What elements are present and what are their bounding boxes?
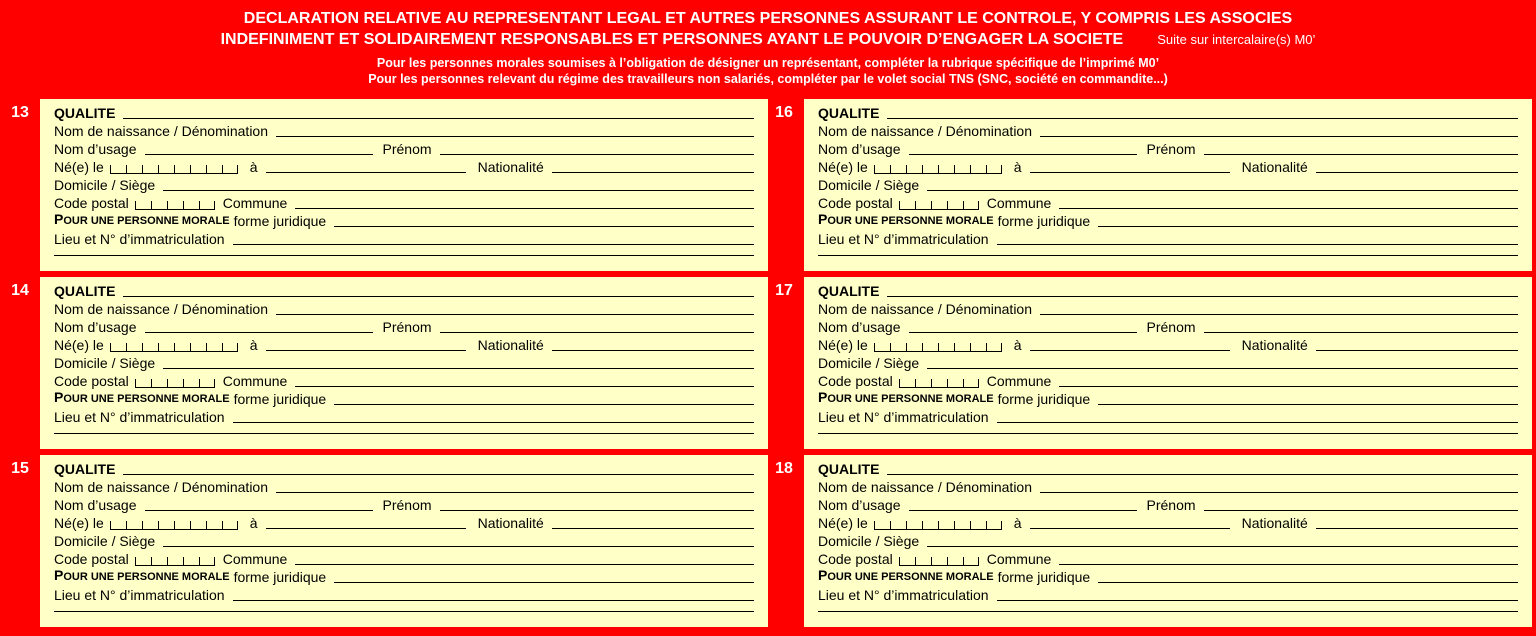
nationalite-label: Nationalité [477, 515, 544, 531]
nom-naissance-row [54, 477, 754, 495]
nom-naissance-label: Nom de naissance / Dénomination [54, 301, 269, 317]
lieu-naissance-field[interactable] [1030, 172, 1230, 173]
qualite-field[interactable] [887, 296, 1518, 297]
lieu-a-label: à [1013, 337, 1022, 353]
nom-naissance-label: Nom de naissance / Dénomination [818, 301, 1033, 317]
immatriculation-field[interactable] [997, 422, 1518, 423]
domicile-label: Domicile / Siège [54, 177, 156, 193]
ne-le-label: Né(e) le [54, 515, 104, 531]
pour-rest: OUR UNE PERSONNE MORALE [827, 571, 994, 583]
immatriculation-row [818, 585, 1518, 603]
qualite-row [818, 103, 1518, 121]
ne-le-label: Né(e) le [54, 159, 104, 175]
forme-juridique-row [54, 389, 754, 407]
nom-naissance-label: Nom de naissance / Dénomination [818, 123, 1033, 139]
extra-blank-line[interactable] [54, 433, 754, 434]
lieu-a-label: à [249, 515, 258, 531]
qualite-label: QUALITE [54, 283, 116, 299]
nom-usage-row [54, 317, 754, 335]
date-naissance-boxes[interactable] [874, 338, 1002, 352]
forme-juridique-field[interactable] [334, 404, 754, 405]
code-postal-boxes[interactable] [135, 374, 215, 388]
immatriculation-field[interactable] [997, 244, 1518, 245]
domicile-label: Domicile / Siège [818, 355, 920, 371]
code-postal-label: Code postal [54, 551, 129, 567]
form-header [0, 0, 1536, 98]
ne-le-label: Né(e) le [818, 515, 868, 531]
nom-usage-row [818, 139, 1518, 157]
date-naissance-boxes[interactable] [110, 338, 238, 352]
commune-label: Commune [986, 373, 1052, 389]
nom-naissance-field[interactable] [1040, 314, 1518, 315]
domicile-row [54, 353, 754, 371]
domicile-field[interactable] [927, 190, 1518, 191]
commune-field[interactable] [1059, 386, 1518, 387]
person-panel-16 [804, 99, 1532, 271]
prenom-field[interactable] [1204, 510, 1518, 511]
forme-juridique-label: forme juridique [997, 213, 1091, 229]
pour-rest: OUR UNE PERSONNE MORALE [827, 215, 994, 227]
forme-juridique-field[interactable] [334, 226, 754, 227]
extra-blank-line[interactable] [818, 611, 1518, 612]
code-postal-row [54, 549, 754, 567]
commune-label: Commune [986, 195, 1052, 211]
lieu-naissance-field[interactable] [1030, 528, 1230, 529]
nom-usage-label: Nom d’usage [54, 319, 137, 335]
nom-naissance-label: Nom de naissance / Dénomination [818, 479, 1033, 495]
forme-juridique-row [54, 567, 754, 585]
domicile-label: Domicile / Siège [818, 533, 920, 549]
code-postal-label: Code postal [818, 195, 893, 211]
nationalite-field[interactable] [552, 350, 754, 351]
person-panel-15 [40, 455, 768, 627]
nom-naissance-row [818, 477, 1518, 495]
nom-usage-field[interactable] [909, 154, 1137, 155]
domicile-field[interactable] [163, 546, 754, 547]
domicile-field[interactable] [163, 190, 754, 191]
forme-juridique-field[interactable] [1098, 404, 1518, 405]
nationalite-label: Nationalité [477, 159, 544, 175]
extra-blank-line[interactable] [818, 433, 1518, 434]
immatriculation-label: Lieu et N° d’immatriculation [54, 409, 225, 425]
ne-le-label: Né(e) le [818, 159, 868, 175]
domicile-field[interactable] [163, 368, 754, 369]
code-postal-boxes[interactable] [899, 374, 979, 388]
extra-blank-line[interactable] [54, 611, 754, 612]
pour-une-personne-morale-label [54, 211, 230, 229]
qualite-field[interactable] [887, 474, 1518, 475]
nationalite-label: Nationalité [1241, 337, 1308, 353]
naissance-row [54, 335, 754, 353]
code-postal-label: Code postal [54, 373, 129, 389]
code-postal-boxes[interactable] [135, 196, 215, 210]
qualite-field[interactable] [123, 118, 754, 119]
qualite-label: QUALITE [818, 461, 880, 477]
pour-une-personne-morale-label [54, 389, 230, 407]
person-panel-14 [40, 277, 768, 449]
nationalite-label: Nationalité [1241, 515, 1308, 531]
nationalite-field[interactable] [1316, 172, 1518, 173]
nom-usage-row [818, 317, 1518, 335]
prenom-label: Prénom [1146, 497, 1196, 513]
code-postal-boxes[interactable] [899, 196, 979, 210]
nom-usage-label: Nom d’usage [818, 319, 901, 335]
qualite-row [818, 459, 1518, 477]
extra-blank-line[interactable] [54, 255, 754, 256]
commune-label: Commune [222, 551, 288, 567]
commune-field[interactable] [1059, 564, 1518, 565]
suite-intercalaire-note: Suite sur intercalaire(s) M0’ [1157, 32, 1316, 47]
prenom-field[interactable] [440, 510, 754, 511]
nom-naissance-field[interactable] [1040, 492, 1518, 493]
code-postal-label: Code postal [818, 373, 893, 389]
header-instruction-1: Pour les personnes morales soumises à l’obligation de désigner un représentant, compléter la rubrique spécifique de l’imprimé M0’ [376, 56, 1160, 70]
naissance-row [818, 335, 1518, 353]
immatriculation-label: Lieu et N° d’immatriculation [54, 587, 225, 603]
pour-une-personne-morale-label [818, 389, 994, 407]
header-instruction-2: Pour les personnes relevant du régime des travailleurs non salariés, compléter par le volet social TNS (SNC, société en commandite...) [368, 72, 1168, 86]
header-title-line-2 [0, 31, 1536, 49]
naissance-row [54, 157, 754, 175]
pour-une-personne-morale-label [54, 567, 230, 585]
lieu-naissance-field[interactable] [266, 528, 466, 529]
nom-usage-field[interactable] [145, 154, 373, 155]
nom-usage-field[interactable] [909, 332, 1137, 333]
immatriculation-field[interactable] [233, 600, 754, 601]
qualite-row [54, 281, 754, 299]
commune-field[interactable] [295, 386, 754, 387]
prenom-field[interactable] [1204, 332, 1518, 333]
pour-une-personne-morale-label [818, 567, 994, 585]
code-postal-row [54, 193, 754, 211]
forme-juridique-label: forme juridique [233, 213, 327, 229]
pour-p: P [54, 211, 64, 227]
domicile-label: Domicile / Siège [818, 177, 920, 193]
prenom-label: Prénom [382, 319, 432, 335]
lieu-naissance-field[interactable] [266, 172, 466, 173]
qualite-field[interactable] [887, 118, 1518, 119]
forme-juridique-field[interactable] [1098, 226, 1518, 227]
immatriculation-row [818, 229, 1518, 247]
qualite-label: QUALITE [818, 283, 880, 299]
extra-blank-line[interactable] [818, 255, 1518, 256]
nom-naissance-label: Nom de naissance / Dénomination [54, 479, 269, 495]
forme-juridique-row [818, 567, 1518, 585]
nom-naissance-row [54, 121, 754, 139]
immatriculation-row [54, 229, 754, 247]
nom-naissance-label: Nom de naissance / Dénomination [54, 123, 269, 139]
nom-naissance-field[interactable] [1040, 136, 1518, 137]
domicile-field[interactable] [927, 546, 1518, 547]
qualite-label: QUALITE [54, 105, 116, 121]
nationalite-field[interactable] [1316, 350, 1518, 351]
immatriculation-label: Lieu et N° d’immatriculation [818, 587, 989, 603]
prenom-label: Prénom [382, 141, 432, 157]
lieu-a-label: à [249, 337, 258, 353]
lieu-naissance-field[interactable] [1030, 350, 1230, 351]
nom-usage-row [818, 495, 1518, 513]
nationalite-field[interactable] [552, 172, 754, 173]
qualite-field[interactable] [123, 474, 754, 475]
nom-naissance-row [818, 299, 1518, 317]
nom-usage-row [54, 139, 754, 157]
qualite-field[interactable] [123, 296, 754, 297]
section-number: 16 [775, 104, 793, 121]
pour-p: P [54, 567, 64, 583]
commune-field[interactable] [295, 564, 754, 565]
nom-naissance-field[interactable] [276, 492, 754, 493]
code-postal-row [818, 193, 1518, 211]
forme-juridique-field[interactable] [1098, 582, 1518, 583]
date-naissance-boxes[interactable] [110, 516, 238, 530]
commune-label: Commune [222, 195, 288, 211]
person-panel-17 [804, 277, 1532, 449]
immatriculation-field[interactable] [997, 600, 1518, 601]
prenom-label: Prénom [382, 497, 432, 513]
code-postal-row [818, 371, 1518, 389]
code-postal-row [54, 371, 754, 389]
pour-une-personne-morale-label [818, 211, 994, 229]
code-postal-label: Code postal [54, 195, 129, 211]
immatriculation-row [818, 407, 1518, 425]
nom-usage-row [54, 495, 754, 513]
forme-juridique-label: forme juridique [233, 569, 327, 585]
qualite-row [54, 459, 754, 477]
naissance-row [54, 513, 754, 531]
ne-le-label: Né(e) le [54, 337, 104, 353]
forme-juridique-row [818, 389, 1518, 407]
ne-le-label: Né(e) le [818, 337, 868, 353]
domicile-label: Domicile / Siège [54, 355, 156, 371]
pour-p: P [818, 567, 828, 583]
domicile-row [818, 531, 1518, 549]
nationalite-field[interactable] [552, 528, 754, 529]
pour-p: P [818, 389, 828, 405]
code-postal-boxes[interactable] [899, 552, 979, 566]
forme-juridique-label: forme juridique [997, 391, 1091, 407]
commune-field[interactable] [1059, 208, 1518, 209]
nom-naissance-row [818, 121, 1518, 139]
header-title-line-1: DECLARATION RELATIVE AU REPRESENTANT LEGAL ET AUTRES PERSONNES ASSURANT LE CONTROLE, Y COMPRIS LES ASSOCIES [243, 10, 1293, 27]
code-postal-label: Code postal [818, 551, 893, 567]
qualite-label: QUALITE [54, 461, 116, 477]
domicile-row [54, 531, 754, 549]
domicile-row [818, 353, 1518, 371]
nom-usage-field[interactable] [909, 510, 1137, 511]
domicile-row [54, 175, 754, 193]
forme-juridique-row [818, 211, 1518, 229]
nom-usage-field[interactable] [145, 510, 373, 511]
nom-usage-label: Nom d’usage [54, 141, 137, 157]
domicile-field[interactable] [927, 368, 1518, 369]
nom-naissance-field[interactable] [276, 136, 754, 137]
code-postal-row [818, 549, 1518, 567]
date-naissance-boxes[interactable] [874, 516, 1002, 530]
nationalite-field[interactable] [1316, 528, 1518, 529]
lieu-naissance-field[interactable] [266, 350, 466, 351]
forme-juridique-label: forme juridique [233, 391, 327, 407]
pour-p: P [54, 389, 64, 405]
lieu-a-label: à [1013, 515, 1022, 531]
nationalite-label: Nationalité [477, 337, 544, 353]
section-number: 13 [11, 104, 29, 121]
pour-p: P [818, 211, 828, 227]
nationalite-label: Nationalité [1241, 159, 1308, 175]
qualite-label: QUALITE [818, 105, 880, 121]
pour-rest: OUR UNE PERSONNE MORALE [63, 215, 230, 227]
immatriculation-label: Lieu et N° d’immatriculation [818, 409, 989, 425]
forme-juridique-label: forme juridique [997, 569, 1091, 585]
lieu-a-label: à [249, 159, 258, 175]
prenom-field[interactable] [440, 332, 754, 333]
nom-usage-label: Nom d’usage [818, 141, 901, 157]
commune-label: Commune [222, 373, 288, 389]
immatriculation-row [54, 407, 754, 425]
nom-naissance-field[interactable] [276, 314, 754, 315]
nom-usage-field[interactable] [145, 332, 373, 333]
nom-usage-label: Nom d’usage [54, 497, 137, 513]
pour-rest: OUR UNE PERSONNE MORALE [827, 393, 994, 405]
pour-rest: OUR UNE PERSONNE MORALE [63, 571, 230, 583]
qualite-row [818, 281, 1518, 299]
section-number: 18 [775, 460, 793, 477]
immatriculation-label: Lieu et N° d’immatriculation [818, 231, 989, 247]
forme-juridique-row [54, 211, 754, 229]
pour-rest: OUR UNE PERSONNE MORALE [63, 393, 230, 405]
date-naissance-boxes[interactable] [110, 160, 238, 174]
nom-usage-label: Nom d’usage [818, 497, 901, 513]
prenom-field[interactable] [1204, 154, 1518, 155]
prenom-field[interactable] [440, 154, 754, 155]
commune-label: Commune [986, 551, 1052, 567]
immatriculation-field[interactable] [233, 244, 754, 245]
section-number: 17 [775, 282, 793, 299]
forme-juridique-field[interactable] [334, 582, 754, 583]
nom-naissance-row [54, 299, 754, 317]
immatriculation-row [54, 585, 754, 603]
person-panel-18 [804, 455, 1532, 627]
naissance-row [818, 157, 1518, 175]
qualite-row [54, 103, 754, 121]
header-title-line-2-text: INDEFINIMENT ET SOLIDAIREMENT RESPONSABLES ET PERSONNES AYANT LE POUVOIR D’ENGAGER LA SOCIETE [220, 31, 1124, 48]
code-postal-boxes[interactable] [135, 552, 215, 566]
lieu-a-label: à [1013, 159, 1022, 175]
commune-field[interactable] [295, 208, 754, 209]
immatriculation-field[interactable] [233, 422, 754, 423]
prenom-label: Prénom [1146, 319, 1196, 335]
immatriculation-label: Lieu et N° d’immatriculation [54, 231, 225, 247]
section-number: 15 [11, 460, 29, 477]
naissance-row [818, 513, 1518, 531]
domicile-row [818, 175, 1518, 193]
domicile-label: Domicile / Siège [54, 533, 156, 549]
prenom-label: Prénom [1146, 141, 1196, 157]
section-number: 14 [11, 282, 29, 299]
person-panel-13 [40, 99, 768, 271]
date-naissance-boxes[interactable] [874, 160, 1002, 174]
